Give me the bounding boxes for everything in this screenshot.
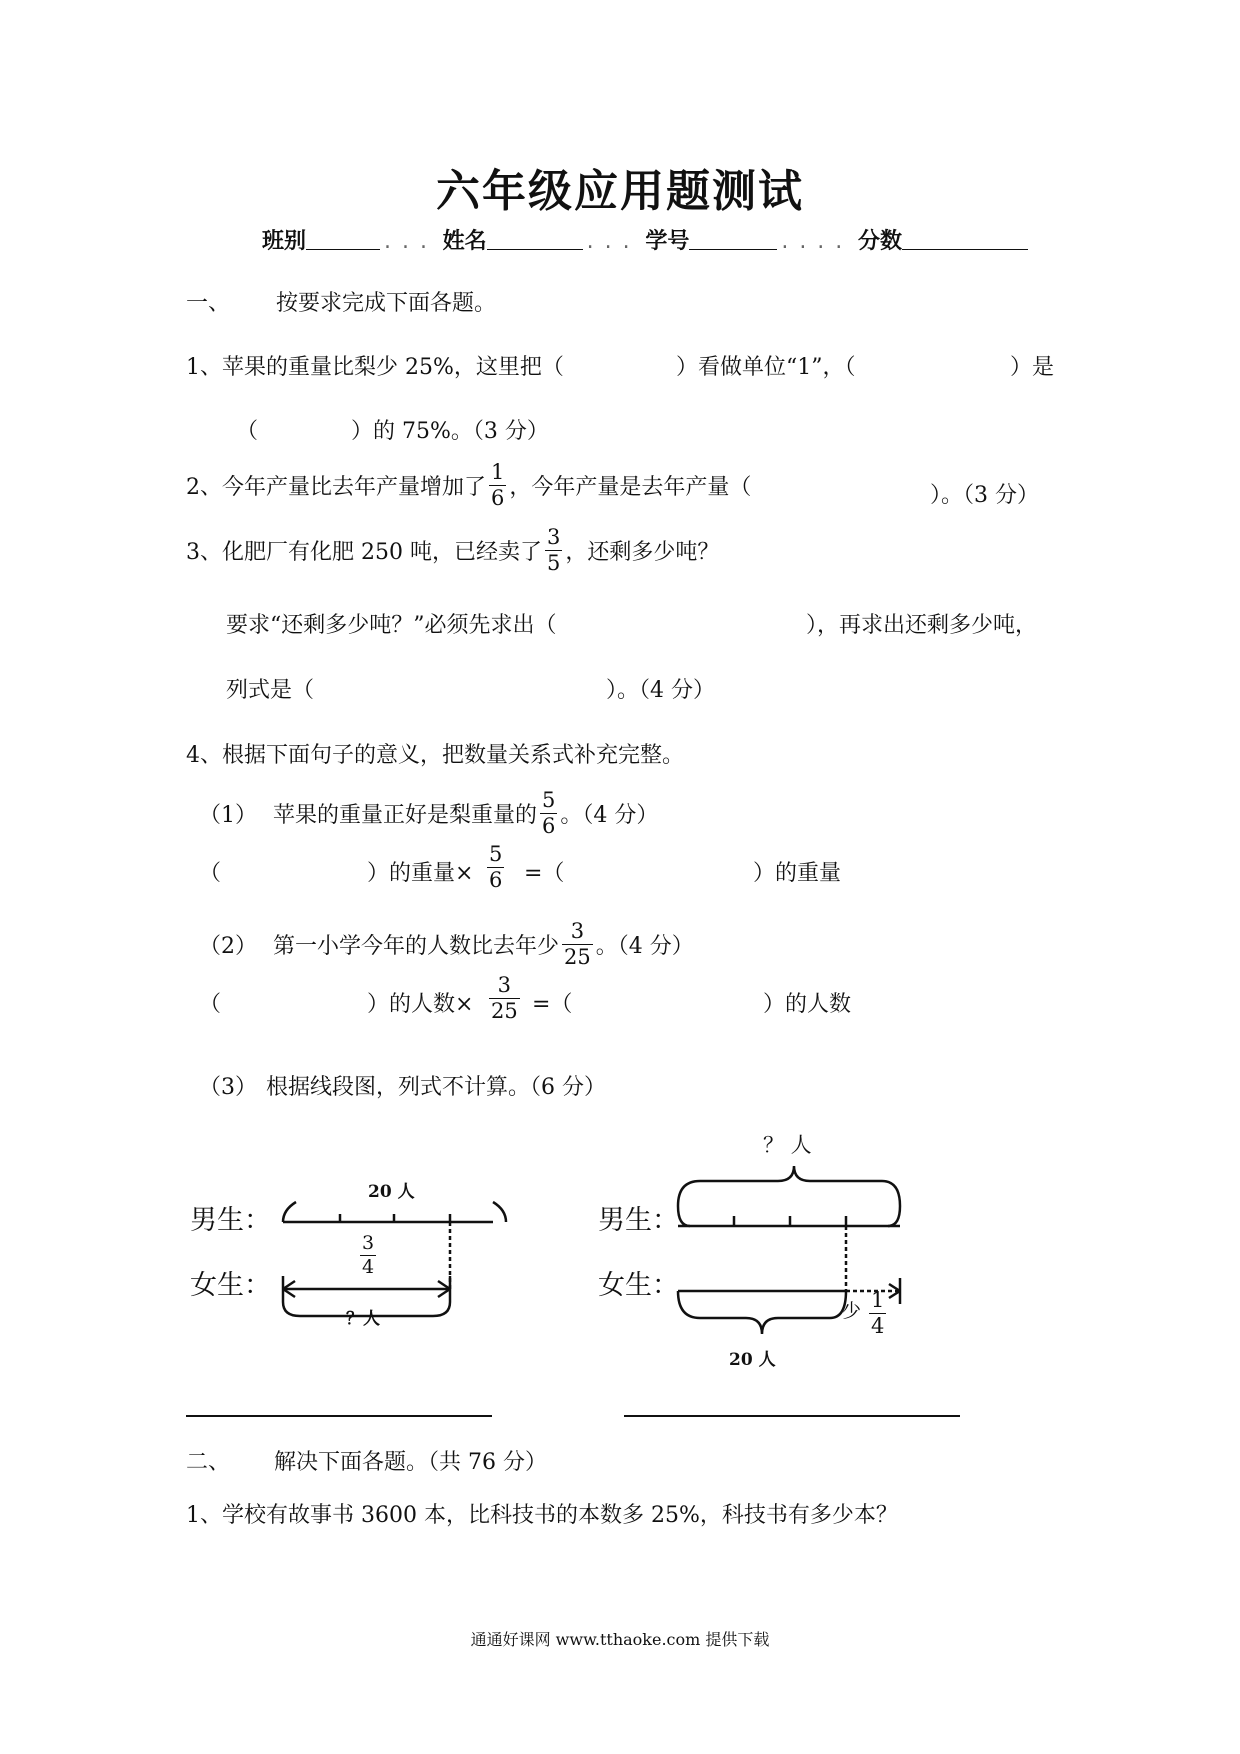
fraction-denominator: 25 bbox=[564, 945, 591, 969]
q4-p1-eq-a: （ bbox=[199, 861, 222, 886]
left-girls-label: 女生： bbox=[190, 1270, 271, 1301]
class-label: 班别 bbox=[262, 229, 307, 254]
left-bottom-value: ？人 bbox=[346, 1309, 380, 1329]
fraction-numerator: 1 bbox=[871, 1288, 885, 1312]
q1-line1-c: ）是 bbox=[1010, 355, 1055, 380]
fraction-numerator: 3 bbox=[570, 919, 585, 943]
left-boys-label: 男生： bbox=[190, 1205, 271, 1236]
fraction-denominator: 4 bbox=[871, 1314, 885, 1338]
q4-p2-eq-c: =（ bbox=[532, 992, 573, 1017]
fraction-denominator: 4 bbox=[362, 1256, 375, 1278]
q3-line3-a: 列式是（ bbox=[226, 678, 315, 703]
right-boys-label: 男生： bbox=[598, 1205, 679, 1236]
fraction-numerator: 1 bbox=[491, 460, 505, 484]
left-girls-bar bbox=[283, 1276, 450, 1302]
right-girls-label: 女生： bbox=[598, 1270, 679, 1301]
left-answer-line[interactable] bbox=[186, 1415, 492, 1417]
right-top-value: ？ 人 bbox=[763, 1133, 812, 1157]
q4-p3-label: （3） bbox=[199, 1075, 257, 1100]
q4-p2-text-b: 。（4 分） bbox=[595, 934, 694, 959]
separator-dots: . . . bbox=[384, 229, 429, 254]
q3-line2-b: ），再求出还剩多少吨， bbox=[806, 613, 1038, 638]
q4-p1-label: （1） bbox=[199, 803, 257, 828]
fraction-numerator: 5 bbox=[542, 788, 556, 812]
left-fraction bbox=[357, 1234, 379, 1277]
q4-p1-eq-c: =（ bbox=[524, 861, 565, 886]
q3-text-b: ，还剩多少吨？ bbox=[565, 540, 720, 565]
left-top-value: 20 人 bbox=[368, 1182, 415, 1202]
q4-p2-label: （2） bbox=[199, 934, 257, 959]
q4-heading: 4、根据下面句子的意义，把数量关系式补充完整。 bbox=[186, 743, 684, 768]
right-bottom-brace bbox=[678, 1291, 846, 1334]
fraction-denominator: 5 bbox=[546, 551, 561, 575]
q4-p3-text: 根据线段图，列式不计算。（6 分） bbox=[266, 1075, 606, 1100]
section2-heading: 解决下面各题。（共 76 分） bbox=[274, 1450, 547, 1475]
fraction-numerator: 3 bbox=[546, 525, 561, 549]
page-title: 六年级应用题测试 bbox=[436, 166, 804, 217]
right-bottom-value: 20 人 bbox=[729, 1350, 776, 1370]
section2-number: 二、 bbox=[186, 1450, 231, 1475]
fraction-denominator: 25 bbox=[491, 999, 518, 1023]
separator-dots: . . . bbox=[586, 229, 632, 254]
left-boys-bar bbox=[283, 1202, 506, 1222]
fraction-numerator: 3 bbox=[362, 1232, 375, 1254]
q4-p2-text-a: 第一小学今年的人数比去年少 bbox=[273, 934, 560, 959]
q4-p2-eq-d: ）的人数 bbox=[763, 992, 852, 1017]
q1-line1-a: 1、苹果的重量比梨少 25%，这里把（ bbox=[186, 355, 564, 380]
fraction-numerator: 3 bbox=[497, 973, 512, 997]
q2-text-c: ）。（3 分） bbox=[930, 483, 1039, 508]
right-less-label: 少 bbox=[842, 1300, 862, 1322]
fraction-denominator: 6 bbox=[489, 868, 503, 892]
fraction-denominator: 6 bbox=[491, 486, 505, 510]
separator-dots: . . . . bbox=[781, 229, 845, 254]
q1-line1-b: ）看做单位“1”，（ bbox=[676, 355, 856, 380]
right-fraction bbox=[866, 1290, 889, 1337]
score-label: 分数 bbox=[857, 229, 902, 254]
right-answer-line[interactable] bbox=[624, 1415, 960, 1417]
right-boys-bar bbox=[678, 1206, 900, 1226]
number-label: 学号 bbox=[645, 229, 690, 254]
q3-line3-b: ）。（4 分） bbox=[606, 678, 715, 703]
right-top-brace bbox=[678, 1166, 900, 1206]
s2-q1-text: 1、学校有故事书 3600 本，比科技书的本数多 25%，科技书有多少本？ bbox=[186, 1503, 898, 1528]
q4-p2-eq-a: （ bbox=[199, 992, 222, 1017]
q1-line2-b: ）的 75%。（3 分） bbox=[351, 419, 549, 444]
q2-text-b: ，今年产量是去年产量（ bbox=[509, 475, 752, 500]
q4-p2-eq-b: ）的人数× bbox=[367, 992, 474, 1017]
q1-line2-a: （ bbox=[236, 419, 259, 444]
q4-p1-text-b: 。（4 分） bbox=[560, 803, 659, 828]
fraction-numerator: 5 bbox=[489, 842, 503, 866]
section1-heading: 按要求完成下面各题。 bbox=[276, 291, 497, 316]
name-label: 姓名 bbox=[442, 229, 487, 254]
section1-number: 一、 bbox=[186, 291, 231, 316]
q2-text-a: 2、今年产量比去年产量增加了 bbox=[186, 475, 486, 500]
q3-line2-a: 要求“还剩多少吨？”必须先求出（ bbox=[226, 613, 557, 638]
q3-text-a: 3、化肥厂有化肥 250 吨，已经卖了 bbox=[186, 540, 542, 565]
fraction-denominator: 6 bbox=[542, 814, 556, 838]
q4-p1-eq-d: ）的重量 bbox=[753, 861, 842, 886]
q4-p1-text-a: 苹果的重量正好是梨重量的 bbox=[273, 803, 538, 828]
footer-credit: 通通好课网 www.tthaoke.com 提供下载 bbox=[470, 1630, 770, 1649]
q4-p1-eq-b: ）的重量× bbox=[367, 861, 474, 886]
